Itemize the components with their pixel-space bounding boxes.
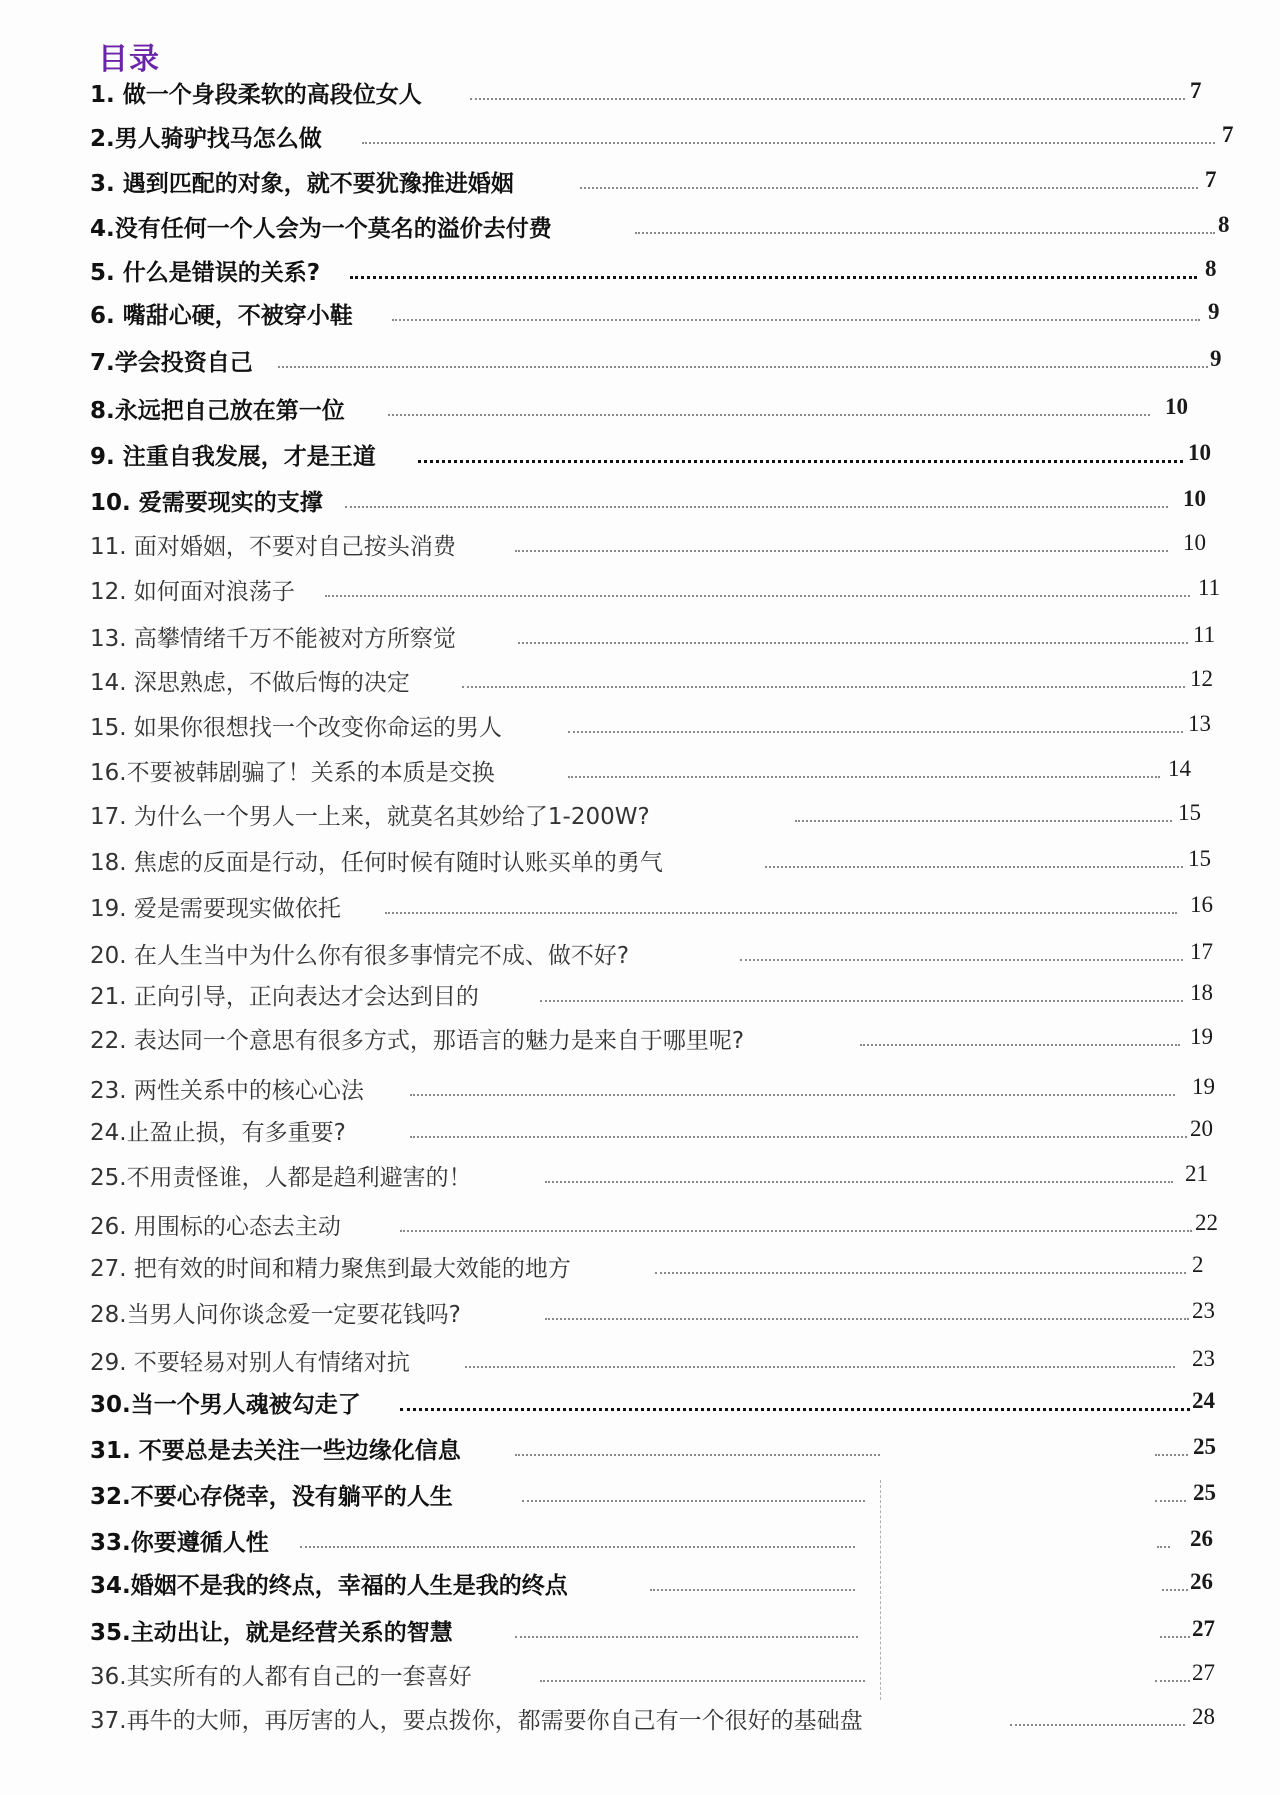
dot-leader bbox=[740, 959, 1183, 961]
toc-page-number: 13 bbox=[1188, 711, 1211, 736]
toc-entry-label: 5. 什么是错误的关系? bbox=[90, 260, 321, 286]
toc-entry[interactable] bbox=[90, 976, 479, 1012]
toc-page-number: 11 bbox=[1193, 622, 1216, 647]
toc-entry[interactable] bbox=[90, 1020, 744, 1056]
toc-page-number: 10 bbox=[1183, 486, 1206, 511]
toc-entry-label: 34.婚姻不是我的终点，幸福的人生是我的终点 bbox=[90, 1573, 568, 1599]
toc-entry-label: 35.主动出让，就是经营关系的智慧 bbox=[90, 1620, 453, 1646]
toc-entry[interactable] bbox=[90, 571, 295, 607]
toc-page-number: 11 bbox=[1198, 575, 1221, 600]
toc-entry-label: 14. 深思熟虑，不做后悔的决定 bbox=[90, 670, 410, 696]
toc-entry[interactable] bbox=[90, 796, 650, 832]
dot-leader bbox=[278, 366, 1208, 368]
toc-page-number: 27 bbox=[1192, 1660, 1215, 1685]
dot-leader-tail bbox=[1162, 1589, 1188, 1591]
toc-page-number: 7 bbox=[1190, 78, 1202, 103]
toc-page-number: 10 bbox=[1188, 440, 1211, 465]
dot-leader bbox=[515, 1636, 858, 1638]
toc-entry[interactable] bbox=[90, 1656, 472, 1692]
dot-leader bbox=[465, 1366, 1175, 1368]
toc-page-number: 14 bbox=[1168, 756, 1191, 781]
toc-page-number: 21 bbox=[1185, 1161, 1208, 1186]
toc-page-number: 7 bbox=[1205, 167, 1217, 192]
toc-page-number: 27 bbox=[1192, 1616, 1215, 1641]
toc-entry-label: 13. 高攀情绪千万不能被对方所察觉 bbox=[90, 626, 456, 652]
toc-page-number: 9 bbox=[1210, 346, 1222, 371]
toc-entry[interactable] bbox=[90, 482, 323, 518]
toc-entry-label: 24.止盈止损，有多重要? bbox=[90, 1120, 346, 1146]
toc-entry[interactable] bbox=[90, 436, 376, 472]
toc-entry-label: 29. 不要轻易对别人有情绪对抗 bbox=[90, 1350, 410, 1376]
toc-page-number: 23 bbox=[1192, 1346, 1215, 1371]
toc-entry-label: 2.男人骑驴找马怎么做 bbox=[90, 126, 322, 152]
dot-leader-tail bbox=[1157, 1546, 1170, 1548]
toc-page-number: 9 bbox=[1208, 299, 1220, 324]
toc-entry[interactable] bbox=[90, 252, 320, 288]
toc-page-number: 12 bbox=[1190, 666, 1213, 691]
toc-entry-label: 32.不要心存侥幸，没有躺平的人生 bbox=[90, 1484, 453, 1510]
scan-artifact-divider bbox=[880, 1480, 881, 1700]
toc-page-number: 16 bbox=[1190, 892, 1213, 917]
toc-entry-label: 8.永远把自己放在第一位 bbox=[90, 398, 345, 424]
toc-entry-label: 16.不要被韩剧骗了！关系的本质是交换 bbox=[90, 760, 495, 786]
dot-leader bbox=[515, 1454, 880, 1456]
toc-entry-label: 10. 爱需要现实的支撑 bbox=[90, 490, 323, 516]
toc-entry-label: 30.当一个男人魂被勾走了 bbox=[90, 1392, 361, 1418]
dot-leader bbox=[385, 912, 1177, 914]
toc-entry-label: 7.学会投资自己 bbox=[90, 350, 253, 376]
dot-leader bbox=[545, 1181, 1173, 1183]
toc-page-number: 25 bbox=[1193, 1480, 1216, 1505]
toc-page-number: 19 bbox=[1190, 1024, 1213, 1049]
dot-leader bbox=[462, 686, 1185, 688]
toc-entry-label: 17. 为什么一个男人一上来，就莫名其妙给了1-200W? bbox=[90, 804, 650, 830]
dot-leader bbox=[300, 1546, 855, 1548]
toc-entry-label: 20. 在人生当中为什么你有很多事情完不成、做不好? bbox=[90, 943, 630, 969]
dot-leader bbox=[650, 1589, 855, 1591]
toc-page-number: 15 bbox=[1188, 846, 1211, 871]
toc-entry[interactable] bbox=[90, 1206, 341, 1242]
toc-entry[interactable] bbox=[90, 1112, 346, 1148]
toc-entry[interactable] bbox=[90, 1430, 461, 1466]
toc-entry[interactable] bbox=[90, 1700, 863, 1736]
toc-entry[interactable] bbox=[90, 888, 341, 924]
toc-entry[interactable] bbox=[90, 1342, 410, 1378]
toc-page-number: 26 bbox=[1190, 1569, 1213, 1594]
dot-leader bbox=[545, 1318, 1189, 1320]
dot-leader bbox=[635, 232, 1215, 234]
toc-entry[interactable] bbox=[90, 1476, 453, 1512]
toc-entry[interactable] bbox=[90, 74, 422, 110]
dot-leader bbox=[362, 142, 1215, 144]
toc-entry-label: 27. 把有效的时间和精力聚焦到最大效能的地方 bbox=[90, 1256, 571, 1282]
toc-entry-label: 25.不用责怪谁，人都是趋利避害的！ bbox=[90, 1165, 472, 1191]
dot-leader-tail bbox=[1160, 1636, 1190, 1638]
dot-leader bbox=[540, 1680, 865, 1682]
toc-page-number: 22 bbox=[1195, 1210, 1218, 1235]
dot-leader bbox=[568, 731, 1183, 733]
dot-leader bbox=[515, 550, 1168, 552]
toc-entry-label: 6. 嘴甜心硬，不被穿小鞋 bbox=[90, 303, 353, 329]
toc-entry[interactable] bbox=[90, 842, 663, 878]
toc-page-number: 8 bbox=[1218, 212, 1230, 237]
toc-entry-label: 19. 爱是需要现实做依托 bbox=[90, 896, 341, 922]
toc-page-number: 23 bbox=[1192, 1298, 1215, 1323]
toc-page-number: 8 bbox=[1205, 256, 1217, 281]
dot-leader bbox=[388, 414, 1150, 416]
toc-entry[interactable] bbox=[90, 1384, 361, 1420]
toc-entry[interactable] bbox=[90, 1294, 461, 1330]
dot-leader bbox=[400, 1230, 1192, 1232]
toc-entry[interactable] bbox=[90, 1070, 364, 1106]
toc-page-number: 2 bbox=[1192, 1252, 1204, 1277]
dot-leader bbox=[580, 187, 1198, 189]
toc-page-number: 28 bbox=[1192, 1704, 1215, 1729]
dot-leader bbox=[410, 1094, 1175, 1096]
toc-entry[interactable] bbox=[90, 1565, 568, 1601]
toc-entry[interactable] bbox=[90, 342, 253, 378]
toc-entry-label: 37.再牛的大师，再厉害的人，要点拨你，都需要你自己有一个很好的基础盘 bbox=[90, 1708, 863, 1734]
dot-leader bbox=[568, 776, 1160, 778]
toc-page-number: 10 bbox=[1165, 394, 1188, 419]
toc-entry[interactable] bbox=[90, 1157, 472, 1193]
toc-entry[interactable] bbox=[90, 118, 322, 154]
dot-leader bbox=[518, 642, 1188, 644]
dot-leader bbox=[522, 1500, 865, 1502]
toc-page-number: 15 bbox=[1178, 800, 1201, 825]
toc-entry[interactable] bbox=[90, 295, 353, 331]
toc-entry[interactable] bbox=[90, 1248, 571, 1284]
toc-entry[interactable] bbox=[90, 390, 345, 426]
toc-entry[interactable] bbox=[90, 1612, 453, 1648]
toc-page-number: 24 bbox=[1192, 1388, 1215, 1413]
toc-page-number: 10 bbox=[1183, 530, 1206, 555]
dot-leader bbox=[392, 319, 1200, 321]
toc-entry-label: 33.你要遵循人性 bbox=[90, 1530, 269, 1556]
toc-entry[interactable] bbox=[90, 707, 502, 743]
dot-leader bbox=[795, 820, 1172, 822]
toc-entry-label: 22. 表达同一个意思有很多方式，那语言的魅力是来自于哪里呢? bbox=[90, 1028, 745, 1054]
dot-leader bbox=[350, 276, 1197, 279]
dot-leader bbox=[540, 1000, 1183, 1002]
toc-entry-label: 31. 不要总是去关注一些边缘化信息 bbox=[90, 1438, 461, 1464]
toc-page-number: 25 bbox=[1193, 1434, 1216, 1459]
toc-entry-label: 11. 面对婚姻，不要对自己按头消费 bbox=[90, 534, 456, 560]
toc-page-number: 7 bbox=[1222, 122, 1234, 147]
toc-entry-label: 15. 如果你很想找一个改变你命运的男人 bbox=[90, 715, 502, 741]
dot-leader-tail bbox=[1155, 1680, 1190, 1682]
dot-leader bbox=[1010, 1724, 1185, 1726]
toc-entry[interactable] bbox=[90, 935, 629, 971]
dot-leader-tail bbox=[1155, 1454, 1188, 1456]
toc-entry-label: 28.当男人问你谈念爱一定要花钱吗? bbox=[90, 1302, 461, 1328]
toc-entry[interactable] bbox=[90, 1522, 269, 1558]
toc-page-number: 26 bbox=[1190, 1526, 1213, 1551]
toc-entry[interactable] bbox=[90, 208, 552, 244]
toc-entry-label: 4.没有任何一个人会为一个莫名的溢价去付费 bbox=[90, 216, 552, 242]
dot-leader-tail bbox=[1155, 1500, 1186, 1502]
dot-leader bbox=[325, 595, 1190, 597]
dot-leader bbox=[470, 98, 1185, 100]
dot-leader bbox=[655, 1272, 1186, 1274]
dot-leader bbox=[418, 460, 1183, 463]
toc-page-number: 19 bbox=[1192, 1074, 1215, 1099]
toc-entry[interactable] bbox=[90, 163, 514, 199]
toc-entry-label: 18. 焦虑的反面是行动，任何时候有随时认账买单的勇气 bbox=[90, 850, 663, 876]
toc-entry[interactable] bbox=[90, 662, 410, 698]
dot-leader bbox=[345, 506, 1168, 508]
dot-leader bbox=[860, 1044, 1180, 1046]
toc-entry-label: 36.其实所有的人都有自己的一套喜好 bbox=[90, 1664, 472, 1690]
toc-page-number: 20 bbox=[1190, 1116, 1213, 1141]
toc-entry-label: 9. 注重自我发展，才是王道 bbox=[90, 444, 376, 470]
toc-entry-label: 1. 做一个身段柔软的高段位女人 bbox=[90, 82, 422, 108]
toc-entry[interactable] bbox=[90, 752, 495, 788]
dot-leader bbox=[765, 866, 1183, 868]
toc-entry-label: 21. 正向引导，正向表达才会达到目的 bbox=[90, 984, 479, 1010]
toc-entry-label: 12. 如何面对浪荡子 bbox=[90, 579, 295, 605]
toc-entry[interactable] bbox=[90, 618, 456, 654]
dot-leader bbox=[410, 1136, 1187, 1138]
toc-entry-label: 23. 两性关系中的核心心法 bbox=[90, 1078, 364, 1104]
toc-page-number: 18 bbox=[1190, 980, 1213, 1005]
toc-page-number: 17 bbox=[1190, 939, 1213, 964]
toc-entry-label: 3. 遇到匹配的对象，就不要犹豫推进婚姻 bbox=[90, 171, 514, 197]
toc-entry[interactable] bbox=[90, 526, 456, 562]
toc-entry-label: 26. 用围标的心态去主动 bbox=[90, 1214, 341, 1240]
dot-leader bbox=[400, 1408, 1190, 1411]
toc-title: 目录 bbox=[98, 42, 160, 77]
